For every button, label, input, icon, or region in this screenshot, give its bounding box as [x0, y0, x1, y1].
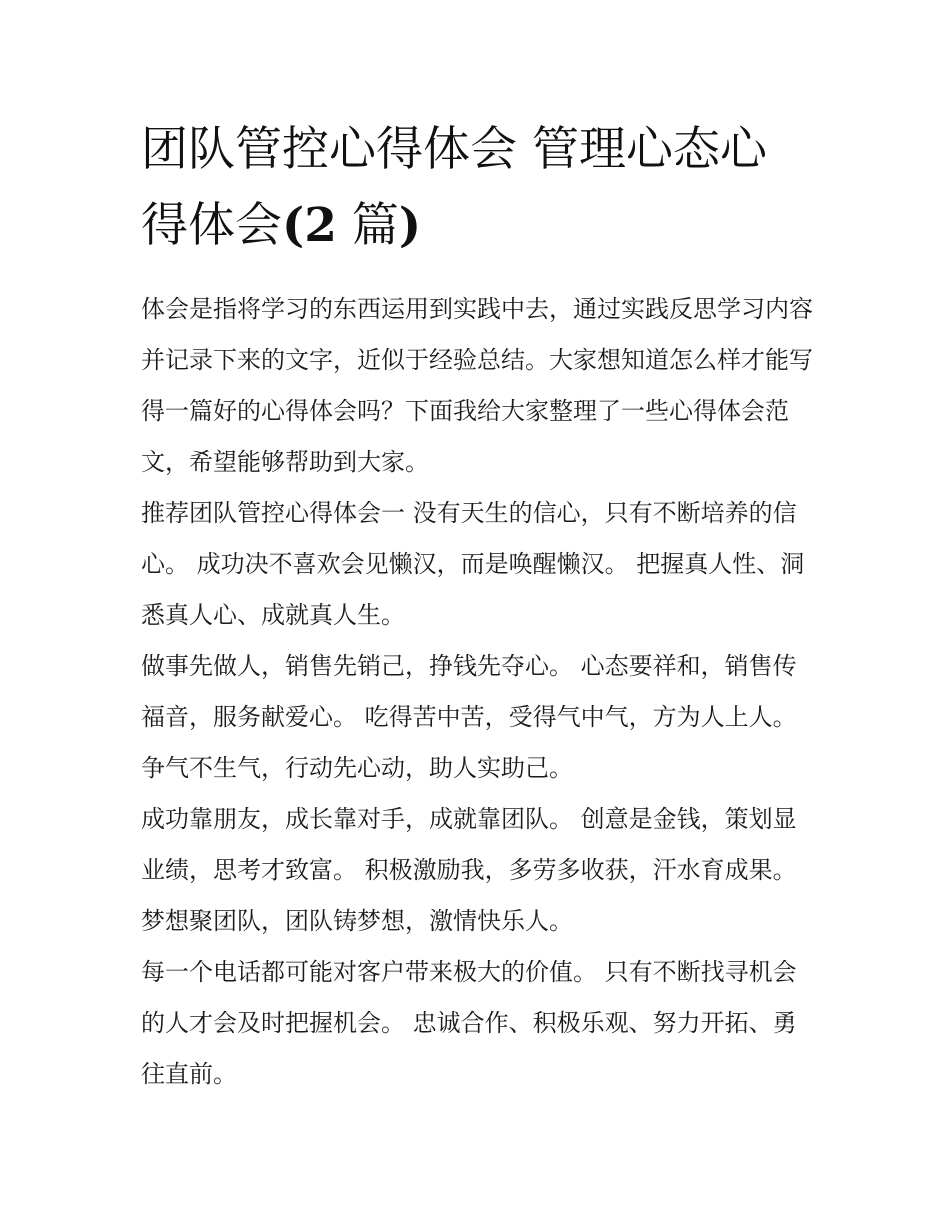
- title-line-2-suffix: ): [398, 198, 422, 253]
- paragraph-4: 每一个电话都可能对客户带来极大的价值。 只有不断找寻机会的人才会及时把握机会。 忠诚合作、积极乐观、努力开拓、勇往直前。: [141, 958, 797, 1088]
- title-line-2-prefix: 得体会: [141, 198, 282, 253]
- title-line-2-count: (2: [282, 198, 337, 253]
- paragraph-1: 推荐团队管控心得体会一 没有天生的信心，只有不断培养的信心。 成功决不喜欢会见懒汉，而是唤醒懒汉。 把握真人性、洞悉真人心、成就真人生。: [141, 499, 805, 629]
- title-line-1: 团队管控心得体会 管理心态心: [141, 122, 767, 177]
- document-content: [141, 112, 816, 1100]
- paragraph-intro: 体会是指将学习的东西运用到实践中去，通过实践反思学习内容并记录下来的文字，近似于经验总结。大家想知道怎么样才能写得一篇好的心得体会吗？下面我给大家整理了一些心得体会范文，希望能够帮助到大家。: [141, 295, 813, 476]
- paragraph-2: 做事先做人，销售先销己，挣钱先夺心。 心态要祥和，销售传福音，服务献爱心。 吃得苦中苦，受得气中气，方为人上人。 争气不生气，行动先心动，助人实助己。: [141, 652, 797, 782]
- document-body: [141, 284, 816, 1100]
- document-title: [141, 112, 816, 264]
- paragraph-3: 成功靠朋友，成长靠对手，成就靠团队。 创意是金钱，策划显业绩，思考才致富。 积极激励我，多劳多收获，汗水育成果。 梦想聚团队，团队铸梦想，激情快乐人。: [141, 805, 797, 935]
- title-line-2-unit: 篇: [336, 198, 399, 253]
